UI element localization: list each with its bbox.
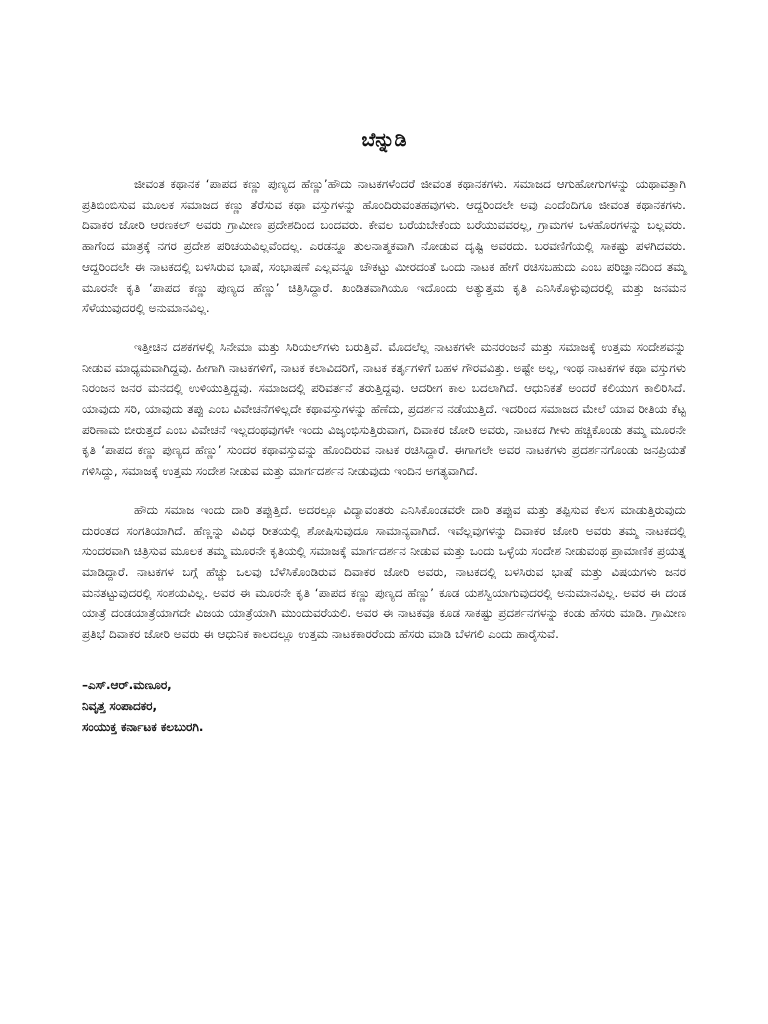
page-title: ಬೆನ್ನುಡಿ [361,129,407,151]
paragraph-2: ಇತ್ತೀಚಿನ ದಶಕಗಳಲ್ಲಿ ಸಿನೇಮಾ ಮತ್ತು ಸಿರಿಯಲ್‌ಗಳು ಬರುತ್ತಿವೆ. ಮೊದಲೆಲ್ಲ ನಾಟಕಗಳೇ ಮನರಂಜನೆ ಮತ್ತು ಸಮಾಜಕ್ಕೆ ಉತ್ತಮ ಸಂದೇಶವನ್ನು ನೀಡುವ ಮಾಧ್ಯಮವಾಗಿದ್ದವು. ಹೀಗಾಗಿ ನಾಟಕಗಳಿಗೆ, ನಾಟಕ ಕಲಾವಿದರಿಗೆ, ನಾಟಕ ಕರ್ತೃಗಳಿಗೆ ಬಹಳ ಗೌರವವಿತ್ತು. ಅಷ್ಟೇ ಅಲ್ಲ, ಇಂಥ ನಾಟಕಗಳ ಕಥಾ ವಸ್ತುಗಳು ನಿರಂಜನ ಜನರ ಮನದಲ್ಲಿ ಉಳಿಯುತ್ತಿದ್ದವು. ಸಮಾಜದಲ್ಲಿ ಪರಿವರ್ತನೆ ತರುತ್ತಿದ್ದವು. ಆದರೀಗ ಕಾಲ ಬದಲಾಗಿದೆ. ಆಧುನಿಕತೆ ಅಂದರೆ ಕಲಿಯುಗ ಕಾಲಿರಿಸಿದೆ. ಯಾವುದು ಸರಿ, ಯಾವುದು ತಪ್ಪು ಎಂಬ ವಿವೇಚನೆಗಳಿಲ್ಲದೇ ಕಥಾವಸ್ತುಗಳನ್ನು ಹೆಣೆದು, ಪ್ರದರ್ಶನ ನಡೆಯುತ್ತಿದೆ. ಇದರಿಂದ ಸಮಾಜದ ಮೇಲೆ ಯಾವ ರೀತಿಯ ಕೆಟ್ಟ ಪರಿಣಾಮ ಬೀರುತ್ತದೆ ಎಂಬ ವಿವೇಚನೆ ಇಲ್ಲದಂಥವುಗಳೇ ಇಂದು ವಿಜೃಂಭಿಸುತ್ತಿರುವಾಗ, ದಿವಾಕರ ಜೋರಿ ಅವರು, ನಾಟಕದ ಗೀಳು ಹಚ್ಚಿಕೊಂಡು ತಮ್ಮ ಮೂರನೇ ಕೃತಿ ‘ಪಾಪದ ಕಣ್ಣು ಪುಣ್ಯದ ಹೆಣ್ಣು’ ಸುಂದರ ಕಥಾವಸ್ತುವನ್ನು ಹೊಂದಿರುವ ನಾಟಕ ರಚಿಸಿದ್ದಾರೆ. ಈಗಾಗಲೇ ಅವರ ನಾಟಕಗಳು ಪ್ರದರ್ಶನಗೊಂಡು ಜನಪ್ರಿಯತೆ ಗಳಿಸಿದ್ದು, ಸಮಾಜಕ್ಕೆ ಉತ್ತಮ ಸಂದೇಶ ನೀಡುವ ಮತ್ತು ಮಾರ್ಗದರ್ಶನ ನೀಡುವುದು ಇಂದಿನ ಅಗತ್ಯವಾಗಿದೆ. [82,339,686,479]
paragraph-1: ಜೀವಂತ ಕಥಾನಕ ‘ಪಾಪದ ಕಣ್ಣು ಪುಣ್ಯದ ಹೆಣ್ಣು’ಹೌದು ನಾಟಕಗಳೆಂದರೆ ಜೀವಂತ ಕಥಾನಕಗಳು. ಸಮಾಜದ ಆಗುಹೋಗುಗಳನ್ನು ಯಥಾವತ್ತಾಗಿ ಪ್ರತಿಬಿಂಬಿಸುವ ಮೂಲಕ ಸಮಾಜದ ಕಣ್ಣು ತೆರೆಸುವ ಕಥಾ ವಸ್ತುಗಳನ್ನು ಹೊಂದಿರುವಂತಹವುಗಳು. ಆದ್ದರಿಂದಲೇ ಅವು ಎಂದೆಂದಿಗೂ ಜೀವಂತ ಕಥಾನಕಗಳು. ದಿವಾಕರ ಜೋರಿ ಆರಣಕಲ್ ಅವರು ಗ್ರಾಮೀಣ ಪ್ರದೇಶದಿಂದ ಬಂದವರು. ಕೇವಲ ಬರೆಯಬೇಕೆಂದು ಬರೆಯುವವರಲ್ಲ, ಗ್ರಾಮಗಳ ಒಳಹೊರಗಳನ್ನು ಬಲ್ಲವರು. ಹಾಗೆಂದ ಮಾತ್ರಕ್ಕೆ ನಗರ ಪ್ರದೇಶ ಪರಿಚಯವಿಲ್ಲವೆಂದಲ್ಲ. ಎರಡನ್ನೂ ತುಲನಾತ್ಮಕವಾಗಿ ನೋಡುವ ದೃಷ್ಟಿ ಅವರದು. ಬರವಣಿಗೆಯಲ್ಲಿ ಸಾಕಷ್ಟು ಪಳಗಿದವರು. ಆದ್ದರಿಂದಲೇ ಈ ನಾಟಕದಲ್ಲಿ ಬಳಸಿರುವ ಭಾಷೆ, ಸಂಭಾಷಣೆ ಎಲ್ಲವನ್ನೂ ಚೌಕಟ್ಟು ಮೀರದಂತೆ ಒಂದು ನಾಟಕ ಹೇಗೆ ರಚಿಸಬಹುದು ಎಂಬ ಪರಿಜ್ಞಾನದಿಂದ ತಮ್ಮ ಮೂರನೇ ಕೃತಿ ‘ಪಾಪದ ಕಣ್ಣು ಪುಣ್ಯದ ಹೆಣ್ಣು’ ಚಿತ್ರಿಸಿದ್ದಾರೆ. ಖಂಡಿತವಾಗಿಯೂ ಇದೊಂದು ಅತ್ಯುತ್ತಮ ಕೃತಿ ಎನಿಸಿಕೊಳ್ಳುವುದರಲ್ಲಿ ಮತ್ತು ಜನಮನ ಸೆಳೆಯುವುದರಲ್ಲಿ ಅನುಮಾನವಿಲ್ಲ. [82,177,686,316]
signature-organization: ಸಂಯುಕ್ತ ಕರ್ನಾಟಕ ಕಲಬುರಗಿ. [82,719,204,734]
signature-block [82,675,686,738]
paragraph-3: ಹೌದು ಸಮಾಜ ಇಂದು ದಾರಿ ತಪ್ಪುತ್ತಿದೆ. ಅದರಲ್ಲೂ ವಿದ್ಯಾವಂತರು ಎನಿಸಿಕೊಂಡವರೇ ದಾರಿ ತಪ್ಪುವ ಮತ್ತು ತಪ್ಪಿಸುವ ಕೆಲಸ ಮಾಡುತ್ತಿರುವುದು ದುರಂತದ ಸಂಗತಿಯಾಗಿದೆ. ಹೆಣ್ಣನ್ನು ವಿವಿಧ ರೀತಯಲ್ಲಿ ಶೋಷಿಸುವುದೂ ಸಾಮಾನ್ಯವಾಗಿದೆ. ಇವೆಲ್ಲವುಗಳನ್ನು ದಿವಾಕರ ಜೋರಿ ಅವರು ತಮ್ಮ ನಾಟಕದಲ್ಲಿ ಸುಂದರವಾಗಿ ಚಿತ್ರಿಸುವ ಮೂಲಕ ತಮ್ಮ ಮೂರನೇ ಕೃತಿಯಲ್ಲಿ ಸಮಾಜಕ್ಕೆ ಮಾರ್ಗದರ್ಶನ ನೀಡುವ ಮತ್ತು ಒಂದು ಒಳ್ಳೆಯ ಸಂದೇಶ ನೀಡುವಂಥ ಪ್ರಾಮಾಣಿಕ ಪ್ರಯತ್ನ ಮಾಡಿದ್ದಾರೆ. ನಾಟಕಗಳ ಬಗ್ಗೆ ಹೆಚ್ಚು ಒಲವು ಬೆಳೆಸಿಕೊಂಡಿರುವ ದಿವಾಕರ ಜೋರಿ ಅವರು, ನಾಟಕದಲ್ಲಿ ಬಳಸಿರುವ ಭಾಷೆ ಮತ್ತು ವಿಷಯಗಳು ಜನರ ಮನತಟ್ಟುವುದರಲ್ಲಿ ಸಂಶಯವಿಲ್ಲ. ಅವರ ಈ ಮೂರನೇ ಕೃತಿ ‘ಪಾಪದ ಕಣ್ಣು ಪುಣ್ಯದ ಹೆಣ್ಣು’ ಕೂಡ ಯಶಸ್ವಿಯಾಗುವುದರಲ್ಲಿ ಅನುಮಾನವಿಲ್ಲ. ಅವರ ಈ ದಂಡ ಯಾತ್ರೆ ದಂಡಯಾತ್ರೆಯಾಗದೇ ವಿಜಯ ಯಾತ್ರೆಯಾಗಿ ಮುಂದುವರೆಯಲಿ. ಅವರ ಈ ನಾಟಕವೂ ಕೂಡ ಸಾಕಷ್ಟು ಪ್ರದರ್ಶನಗಳನ್ನು ಕಂಡು ಹೆಸರು ಮಾಡಿ. ಗ್ರಾಮೀಣ ಪ್ರತಿಭೆ ದಿವಾಕರ ಜೋರಿ ಅವರು ಈ ಆಧುನಿಕ ಕಾಲದಲ್ಲೂ ಉತ್ತಮ ನಾಟಕಕಾರರೆಂದು ಹೆಸರು ಮಾಡಿ ಬೆಳಗಲಿ ಎಂದು ಹಾರೈಸುವೆ. [82,502,686,642]
signature-name: –ಎಸ್.ಆರ್.ಮಣೂರ, [82,677,172,692]
signature-role: ನಿವೃತ್ತ ಸಂಪಾದಕರ, [82,698,158,713]
